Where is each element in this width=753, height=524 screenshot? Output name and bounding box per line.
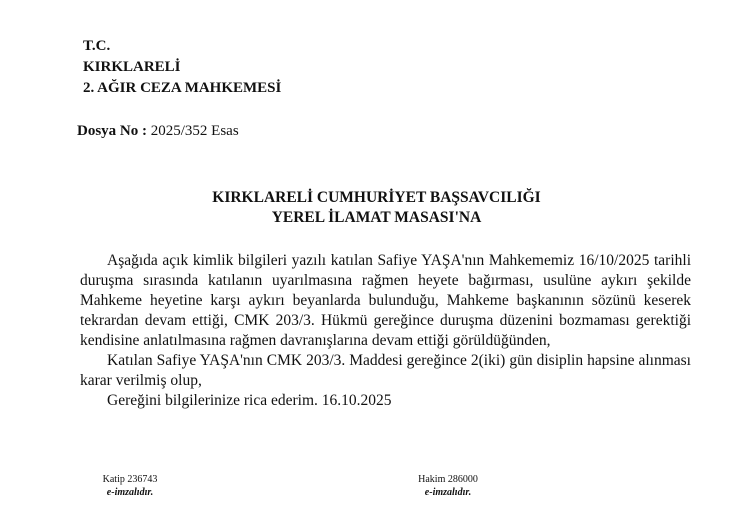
judge-title: Hakim 286000 bbox=[418, 474, 478, 485]
file-number-value: 2025/352 Esas bbox=[150, 123, 239, 139]
file-number-label: Dosya No : bbox=[77, 123, 147, 139]
body-paragraph-3: Gereğini bilgilerinize rica ederim. 16.10.2025 bbox=[107, 392, 392, 409]
addressee-line-2: YEREL İLAMAT MASASI'NA bbox=[271, 209, 482, 226]
body-paragraph-1: Aşağıda açık kimlik bilgileri yazılı katılan Safiye YAŞA'nın Mahkememiz 16/10/2025 tarihli duruşma sırasında katılanın uyarılmasına rağmen heyete bağırması, usulüne aykırı şekilde Mahkeme heyetine karşı aykırı beyanlarda bulunduğu, Mahkeme başkanının sözünü keserek tekrardan devam ettiği, CMK 203/3. Hükmü gereğince duruşma düzenini bozmaması gerektiği kendisine anlatılmasına rağmen davranışlarına devam ettiği görüldüğünden, bbox=[80, 252, 691, 349]
header-city: KIRKLARELİ bbox=[83, 59, 181, 75]
letter-body bbox=[80, 251, 691, 411]
clerk-esign-status: e-imzalıdır. bbox=[106, 487, 154, 498]
addressee-line-1: KIRKLARELİ CUMHURİYET BAŞSAVCILIĞI bbox=[212, 189, 541, 206]
header-court: 2. AĞIR CEZA MAHKEMESİ bbox=[83, 80, 282, 96]
header-tc: T.C. bbox=[83, 38, 111, 54]
body-paragraph-2: Katılan Safiye YAŞA'nın CMK 203/3. Maddesi gereğince 2(iki) gün disiplin hapsine alınması karar verilmiş olup, bbox=[80, 352, 691, 389]
clerk-title: Katip 236743 bbox=[102, 474, 158, 485]
judge-signature bbox=[412, 473, 484, 499]
clerk-signature bbox=[98, 473, 162, 499]
judge-esign-status: e-imzalıdır. bbox=[424, 487, 472, 498]
file-number bbox=[77, 123, 239, 140]
